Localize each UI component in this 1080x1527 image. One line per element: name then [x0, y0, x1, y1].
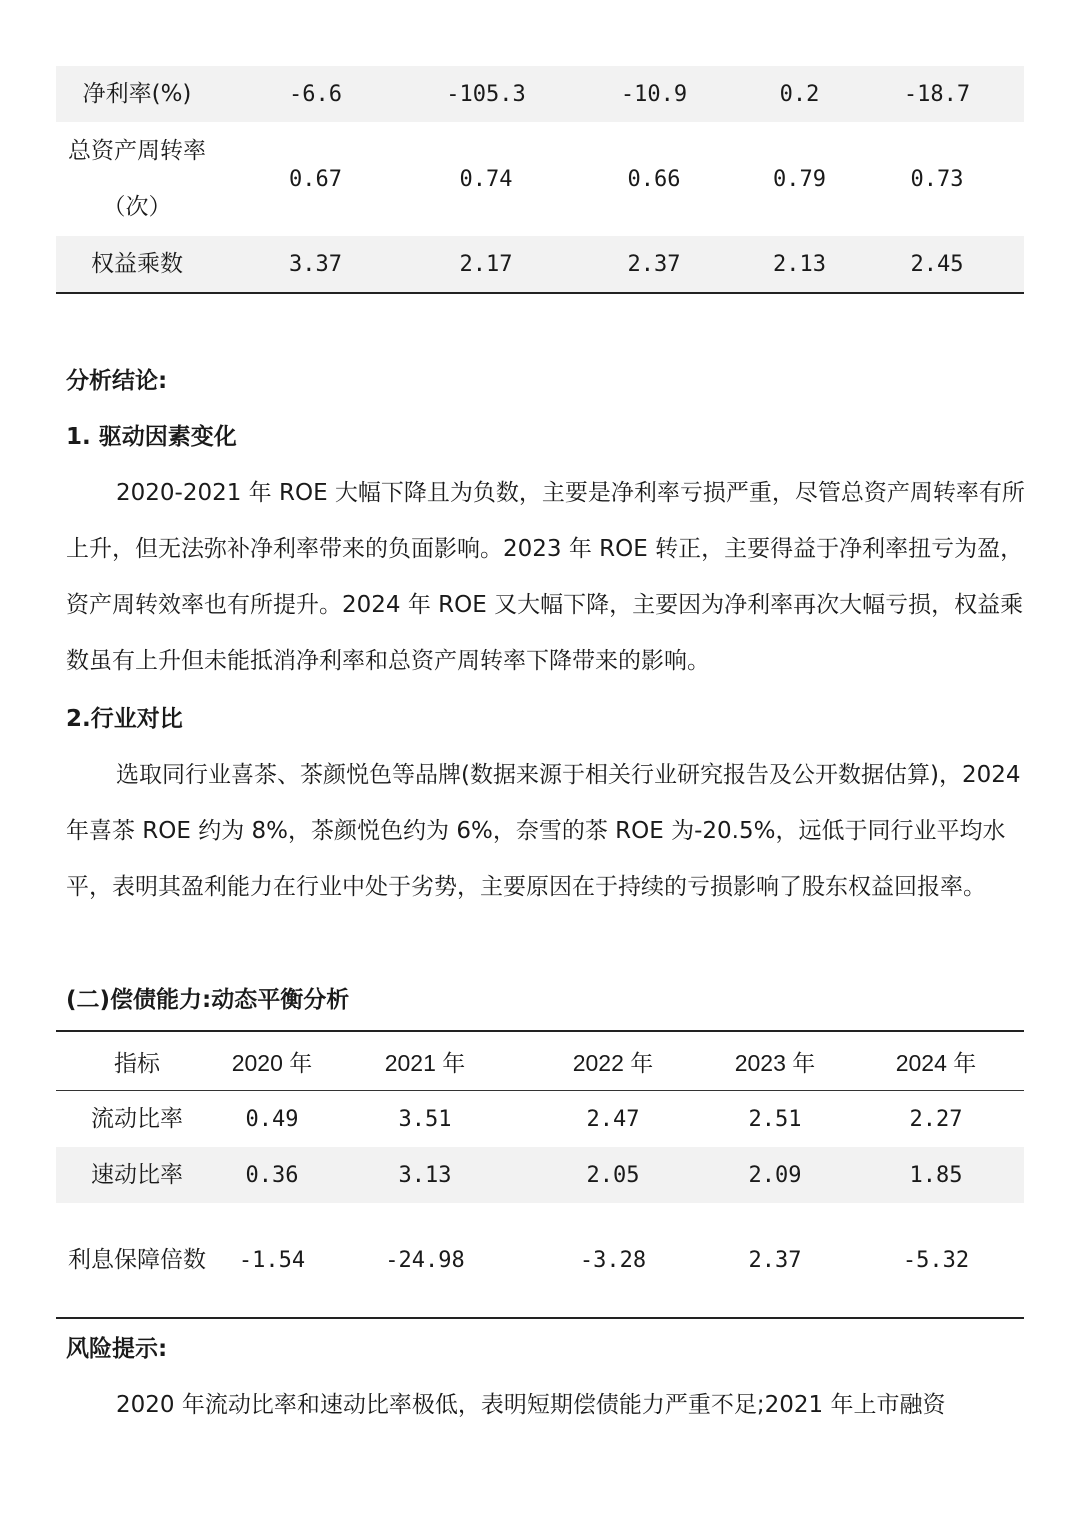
table-row — [56, 66, 1024, 122]
row-label: 总资产周转率（次） — [68, 138, 206, 220]
row-label: 权益乘数 — [91, 251, 183, 277]
row-label: 流动比率 — [91, 1106, 183, 1132]
cell: 3.13 — [398, 1162, 452, 1188]
cell: 2.51 — [748, 1106, 802, 1132]
column-header: 指标 — [56, 1031, 218, 1091]
column-header: 2024 年 — [848, 1031, 1024, 1091]
cell: 0.73 — [910, 166, 964, 192]
table-row — [56, 1203, 1024, 1318]
cell: 3.51 — [398, 1106, 452, 1132]
cell: -105.3 — [446, 81, 526, 107]
table-row — [56, 1091, 1024, 1148]
cell: 2.13 — [773, 251, 826, 277]
cell: 2.37 — [627, 251, 681, 277]
cell: 2.17 — [459, 251, 513, 277]
solvency-heading: (二)偿债能力:动态平衡分析 — [66, 987, 350, 1013]
cell: -10.9 — [620, 81, 688, 107]
table-row — [56, 122, 1024, 236]
cell: 2.45 — [910, 251, 964, 277]
table-row — [56, 1147, 1024, 1203]
cell: 0.2 — [779, 81, 820, 107]
section-title-industry: 2.行业对比 — [66, 706, 183, 732]
table-row — [56, 236, 1024, 293]
cell: 1.85 — [909, 1162, 963, 1188]
cell: 2.05 — [586, 1162, 640, 1188]
analysis-heading: 分析结论: — [66, 368, 168, 394]
solvency-table — [56, 1030, 1024, 1319]
risk-heading: 风险提示: — [66, 1336, 168, 1362]
cell: 0.66 — [627, 166, 681, 192]
cell: 2.27 — [909, 1106, 963, 1132]
cell: 3.37 — [289, 251, 342, 277]
column-header: 2022 年 — [524, 1031, 702, 1091]
column-header: 2020 年 — [218, 1031, 326, 1091]
paragraph-risk: 2020 年流动比率和速动比率极低，表明短期偿债能力严重不足;2021 年上市融资 — [116, 1392, 946, 1418]
table-header-row — [56, 1031, 1024, 1091]
cell: 2.47 — [586, 1106, 640, 1132]
cell: -6.6 — [289, 81, 342, 107]
cell: 0.74 — [459, 166, 513, 192]
dupont-table — [56, 66, 1024, 294]
cell: -24.98 — [385, 1247, 465, 1273]
paragraph-drivers: 2020-2021 年 ROE 大幅下降且为负数，主要是净利率亏损严重，尽管总资产周转率有所上升，但无法弥补净利率带来的负面影响。2023 年 ROE 转正，主要得益于净利率扭亏为盈，资产周转效率也有所提升。2024 年 ROE 又大幅下降，主要因为净利率再次大幅亏损，权益乘数虽有上升但未能抵消净利率和总资产周转率下降带来的影响。 — [66, 480, 1025, 674]
cell: -18.7 — [903, 81, 971, 107]
cell: 0.49 — [245, 1106, 299, 1132]
column-header: 2021 年 — [326, 1031, 524, 1091]
row-label: 净利率(%) — [82, 81, 192, 107]
paragraph-industry: 选取同行业喜茶、茶颜悦色等品牌(数据来源于相关行业研究报告及公开数据估算)，2024 年喜茶 ROE 约为 8%，茶颜悦色约为 6%，奈雪的茶 ROE 为-20.5%，远低于同行业平均水平，表明其盈利能力在行业中处于劣势，主要原因在于持续的亏损影响了股东权益回报率。 — [66, 762, 1021, 900]
cell: 2.37 — [748, 1247, 802, 1273]
cell: 2.09 — [748, 1162, 802, 1188]
cell: -3.28 — [579, 1247, 647, 1273]
cell: -5.32 — [902, 1247, 970, 1273]
row-label: 利息保障倍数 — [68, 1247, 206, 1273]
cell: 0.36 — [245, 1162, 299, 1188]
cell: 0.67 — [289, 166, 342, 192]
section-title-drivers: 1. 驱动因素变化 — [66, 424, 237, 450]
row-label: 速动比率 — [91, 1162, 183, 1188]
cell: -1.54 — [238, 1247, 306, 1273]
cell: 0.79 — [773, 166, 826, 192]
column-header: 2023 年 — [702, 1031, 848, 1091]
